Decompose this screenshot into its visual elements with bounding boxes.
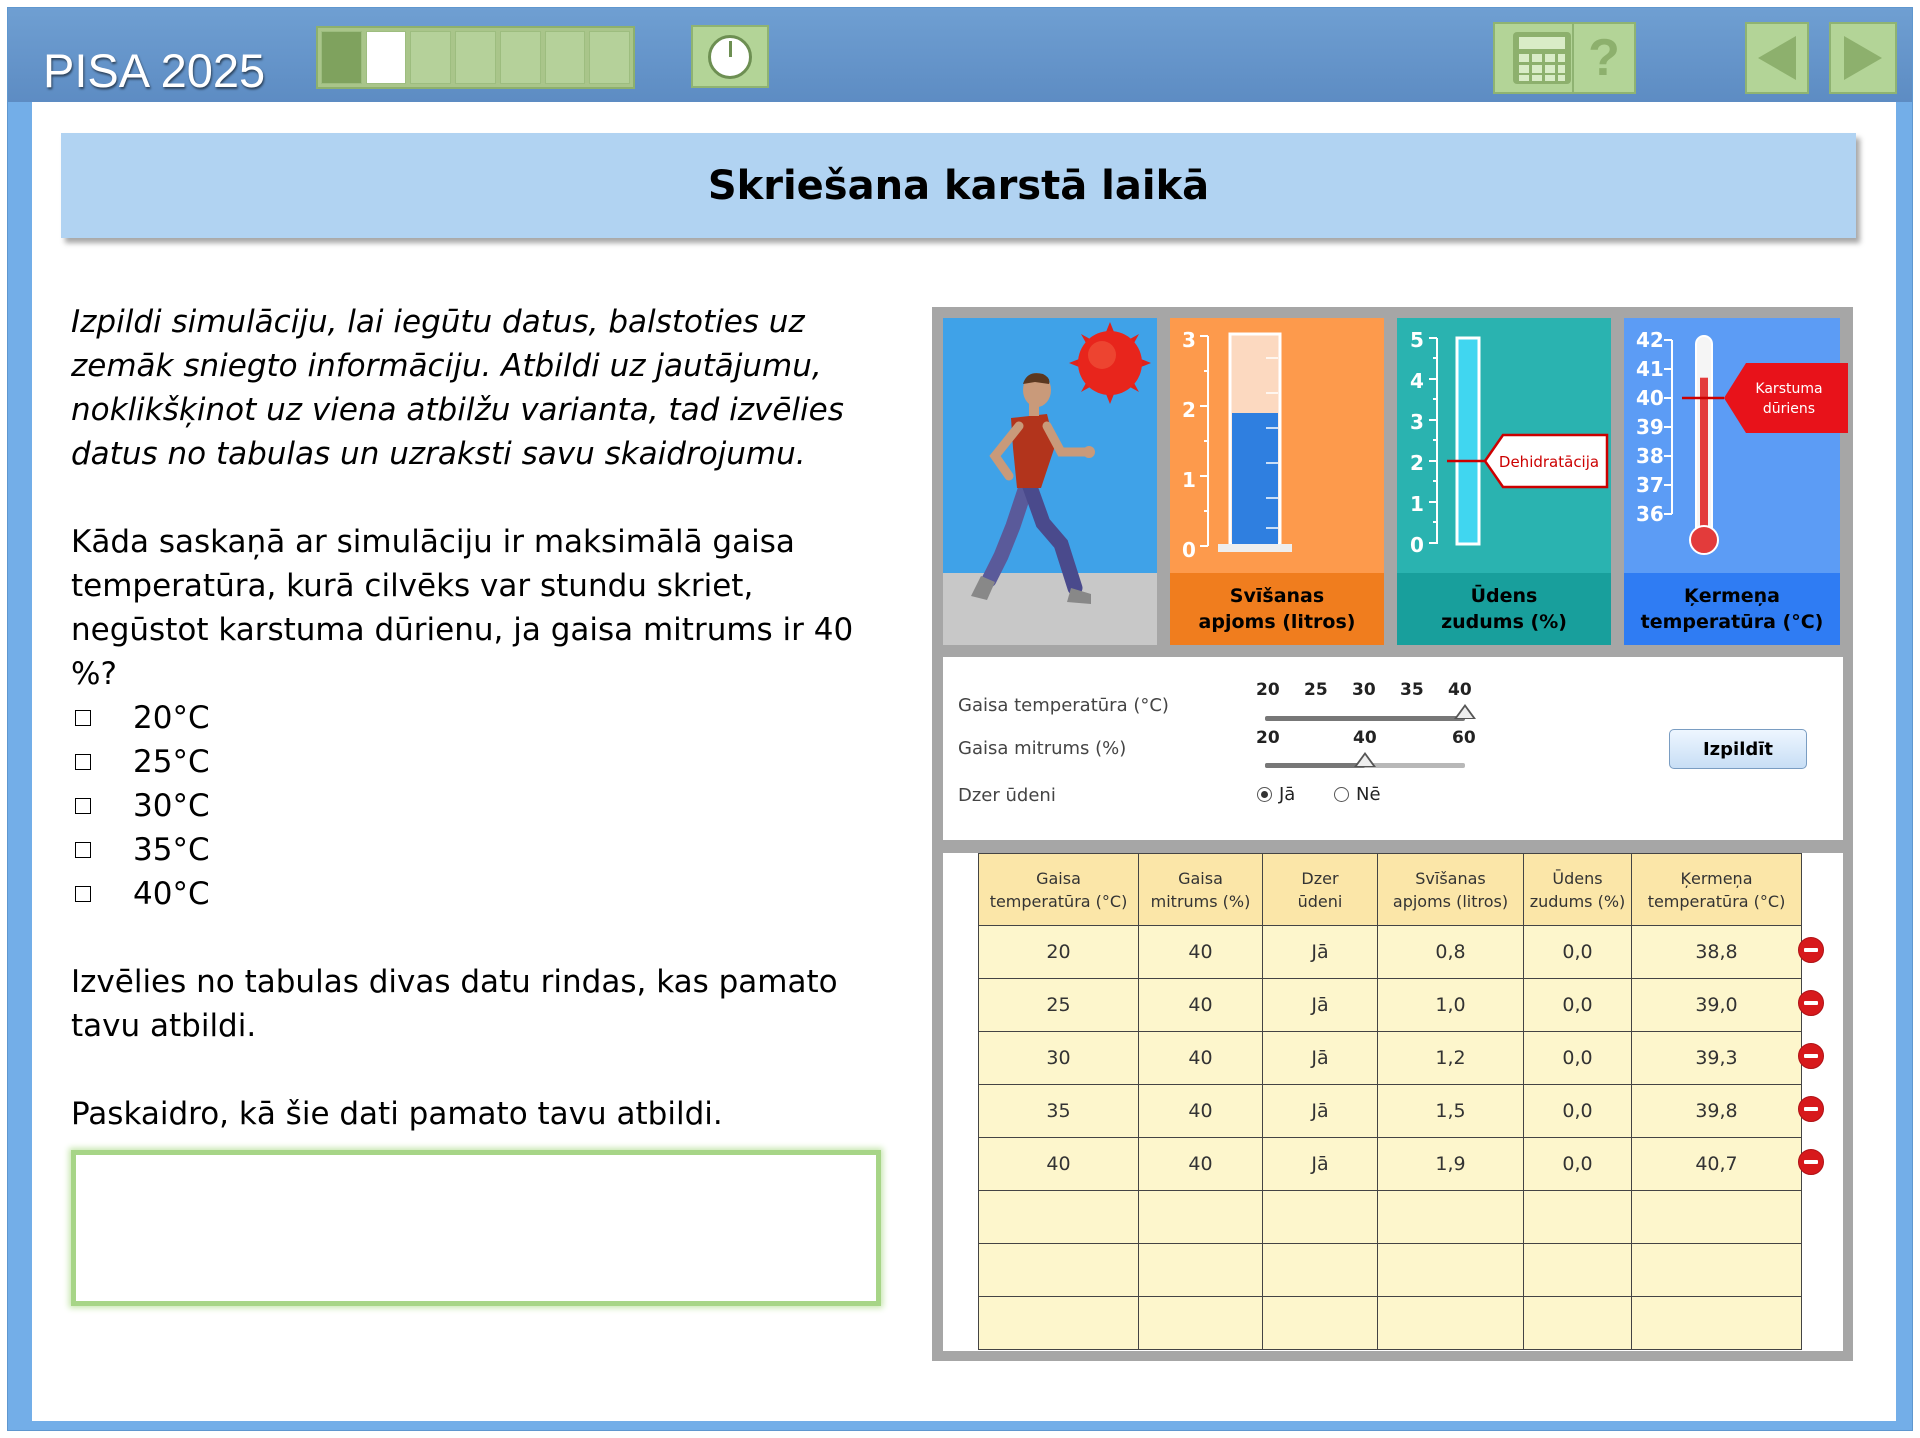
radio-selected-icon	[1257, 787, 1272, 802]
clock-icon	[708, 35, 752, 79]
air-temp-slider-track[interactable]	[1265, 716, 1465, 721]
table-cell[interactable]: 40	[1139, 1138, 1263, 1191]
humidity-scale: 40	[1353, 728, 1377, 748]
arrow-right-icon	[1840, 32, 1886, 84]
runner-figure	[971, 373, 1095, 604]
help-button[interactable]	[1572, 22, 1636, 94]
humidity-slider-fill	[1265, 763, 1365, 768]
table-cell[interactable]: 0,0	[1524, 1085, 1632, 1138]
table-cell[interactable]: 38,8	[1632, 926, 1802, 979]
sun-icon	[1069, 322, 1151, 404]
humidity-scale: 60	[1452, 728, 1476, 748]
sweat-tick: 2	[1182, 398, 1196, 422]
select-rows-instruction: Izvēlies no tabulas divas datu rindas, kas pamato tavu atbildi.	[71, 964, 838, 1044]
table-header-row	[979, 854, 1802, 926]
air-temp-scale: 35	[1400, 680, 1424, 700]
table-cell[interactable]: 0,0	[1524, 979, 1632, 1032]
checkbox-icon	[75, 798, 91, 814]
sweat-panel	[1170, 318, 1384, 645]
heatstroke-marker-line2: dūriens	[1762, 401, 1816, 417]
water-loss-panel	[1397, 318, 1611, 645]
runner-illustration	[943, 318, 1157, 645]
runner-panel	[943, 318, 1157, 645]
drink-water-label: Dzer ūdeni	[958, 785, 1056, 806]
table-cell[interactable]: 30	[979, 1032, 1139, 1085]
temp-tick: 37	[1636, 473, 1664, 497]
simulation-controls	[943, 657, 1843, 840]
checkbox-icon	[75, 842, 91, 858]
checkbox-icon	[75, 754, 91, 770]
table-cell[interactable]: 25	[979, 979, 1139, 1032]
delete-row-button[interactable]	[1798, 1043, 1824, 1069]
table-cell[interactable]: Jā	[1263, 1032, 1378, 1085]
table-cell[interactable]: 1,0	[1378, 979, 1524, 1032]
table-cell[interactable]: 1,5	[1378, 1085, 1524, 1138]
next-button[interactable]	[1829, 22, 1897, 94]
simulation-panel	[932, 307, 1853, 1361]
body-temp-panel	[1624, 318, 1840, 645]
sweat-tick: 0	[1182, 538, 1196, 562]
air-temp-scale: 25	[1304, 680, 1328, 700]
delete-row-button[interactable]	[1798, 1149, 1824, 1175]
air-temp-scale: 30	[1352, 680, 1376, 700]
water-gauge	[1397, 318, 1611, 573]
calculator-icon	[1511, 30, 1573, 86]
question-text: Kāda saskaņā ar simulāciju ir maksimālā gaisa temperatūra, kurā cilvēks var stundu skriet, negūstot karstuma dūrienu, ja gaisa mitrums ir 40 %?	[71, 524, 854, 692]
answer-option[interactable]: 40°C	[71, 872, 871, 916]
radio-icon	[1334, 787, 1349, 802]
body-temp-label: Ķermeņa temperatūra (°C)	[1624, 573, 1840, 645]
table-cell[interactable]: 40	[1139, 1032, 1263, 1085]
water-tick: 2	[1410, 451, 1424, 475]
temp-tick: 38	[1636, 444, 1664, 468]
table-row[interactable]	[979, 926, 1802, 979]
table-cell[interactable]: 40,7	[1632, 1138, 1802, 1191]
progress-step	[589, 31, 630, 84]
table-row[interactable]	[979, 1085, 1802, 1138]
thermometer	[1624, 318, 1874, 573]
results-table-area	[943, 853, 1843, 1351]
table-cell[interactable]: 39,8	[1632, 1085, 1802, 1138]
answer-option[interactable]: 25°C	[71, 740, 871, 784]
sweat-tick: 3	[1182, 328, 1196, 352]
table-cell[interactable]: Jā	[1263, 979, 1378, 1032]
progress-step	[321, 31, 362, 84]
table-cell[interactable]: 20	[979, 926, 1139, 979]
water-tick: 5	[1410, 328, 1424, 352]
temp-tick: 39	[1636, 415, 1664, 439]
table-cell[interactable]: 39,3	[1632, 1032, 1802, 1085]
explanation-textarea[interactable]	[71, 1150, 881, 1306]
table-row[interactable]	[979, 1138, 1802, 1191]
column-header: Gaisa mitrums (%)	[1139, 854, 1263, 926]
progress-step	[410, 31, 451, 84]
arrow-left-icon	[1754, 32, 1800, 84]
column-header: Ķermeņa temperatūra (°C)	[1632, 854, 1802, 926]
table-cell[interactable]: 0,0	[1524, 926, 1632, 979]
instructions-text: Izpildi simulāciju, lai iegūtu datus, balstoties uz zemāk sniegto informāciju. Atbildi uz jautājumu, noklikšķinot uz viena atbilžu varianta, tad izvēlies datus no tabulas un uzraksti savu skaidrojumu.	[71, 304, 844, 472]
table-row[interactable]	[979, 979, 1802, 1032]
progress-step	[500, 31, 541, 84]
table-row-empty	[979, 1244, 1802, 1297]
table-cell[interactable]: Jā	[1263, 926, 1378, 979]
water-tick: 1	[1410, 492, 1424, 516]
table-cell[interactable]: 0,8	[1378, 926, 1524, 979]
humidity-scale: 20	[1256, 728, 1280, 748]
question-mark-icon: ?	[1588, 29, 1620, 87]
timer-button[interactable]	[691, 25, 769, 88]
table-cell[interactable]: 1,2	[1378, 1032, 1524, 1085]
table-cell[interactable]: 40	[1139, 979, 1263, 1032]
column-header: Gaisa temperatūra (°C)	[979, 854, 1139, 926]
air-temp-scale: 40	[1448, 680, 1472, 700]
heatstroke-marker-line1: Karstuma	[1755, 381, 1823, 397]
sweat-label: Svīšanas apjoms (litros)	[1170, 573, 1384, 645]
water-tick: 4	[1410, 369, 1424, 393]
progress-step	[545, 31, 586, 84]
table-cell[interactable]: 0,0	[1524, 1032, 1632, 1085]
temp-tick: 42	[1636, 328, 1664, 352]
table-cell[interactable]: 40	[979, 1138, 1139, 1191]
question-column	[71, 300, 871, 1136]
water-tick: 3	[1410, 410, 1424, 434]
water-loss-label: Ūdens zudums (%)	[1397, 573, 1611, 645]
progress-step	[455, 31, 496, 84]
table-cell[interactable]: 35	[979, 1085, 1139, 1138]
column-header: Ūdens zudums (%)	[1524, 854, 1632, 926]
table-cell[interactable]: Jā	[1263, 1085, 1378, 1138]
explain-instruction: Paskaidro, kā šie dati pamato tavu atbildi.	[71, 1096, 723, 1132]
temp-tick: 36	[1636, 502, 1664, 526]
title-banner	[61, 133, 1856, 238]
progress-indicator	[316, 26, 635, 89]
table-cell[interactable]: 39,0	[1632, 979, 1802, 1032]
column-header: Dzer ūdeni	[1263, 854, 1378, 926]
table-row[interactable]	[979, 1032, 1802, 1085]
air-temp-label: Gaisa temperatūra (°C)	[958, 695, 1169, 716]
temp-tick: 41	[1636, 357, 1664, 381]
dehydration-marker: Dehidratācija	[1498, 453, 1600, 471]
progress-step-current	[366, 31, 407, 84]
sweat-tick: 1	[1182, 468, 1196, 492]
water-tick: 0	[1410, 533, 1424, 557]
drink-yes-radio[interactable]: Jā	[1257, 784, 1295, 805]
page-title: Skriešana karstā laikā	[707, 162, 1210, 209]
column-header: Svīšanas apjoms (litros)	[1378, 854, 1524, 926]
table-cell[interactable]: Jā	[1263, 1138, 1378, 1191]
measuring-cylinder	[1170, 318, 1384, 573]
humidity-slider-thumb[interactable]	[1354, 752, 1376, 767]
air-temp-slider-thumb[interactable]	[1454, 704, 1476, 719]
run-button[interactable]: Izpildīt	[1669, 729, 1807, 769]
answer-option[interactable]: 20°C	[71, 696, 871, 740]
delete-row-button[interactable]	[1798, 990, 1824, 1016]
answer-option[interactable]: 35°C	[71, 828, 871, 872]
table-cell[interactable]: 40	[1139, 1085, 1263, 1138]
pisa-logo: PISA 2025	[43, 44, 266, 97]
answer-option[interactable]: 30°C	[71, 784, 871, 828]
table-cell[interactable]: 40	[1139, 926, 1263, 979]
temp-tick: 40	[1636, 386, 1664, 410]
air-temp-scale: 20	[1256, 680, 1280, 700]
results-table	[978, 853, 1802, 1350]
table-cell[interactable]: 0,0	[1524, 1138, 1632, 1191]
checkbox-icon	[75, 710, 91, 726]
answer-options	[71, 696, 871, 916]
drink-no-radio[interactable]: Nē	[1334, 784, 1381, 805]
table-row-empty	[979, 1297, 1802, 1350]
table-row-empty	[979, 1191, 1802, 1244]
checkbox-icon	[75, 886, 91, 902]
delete-row-button[interactable]	[1798, 937, 1824, 963]
delete-row-button[interactable]	[1798, 1096, 1824, 1122]
table-cell[interactable]: 1,9	[1378, 1138, 1524, 1191]
back-button[interactable]	[1745, 22, 1809, 94]
humidity-label: Gaisa mitrums (%)	[958, 738, 1127, 759]
